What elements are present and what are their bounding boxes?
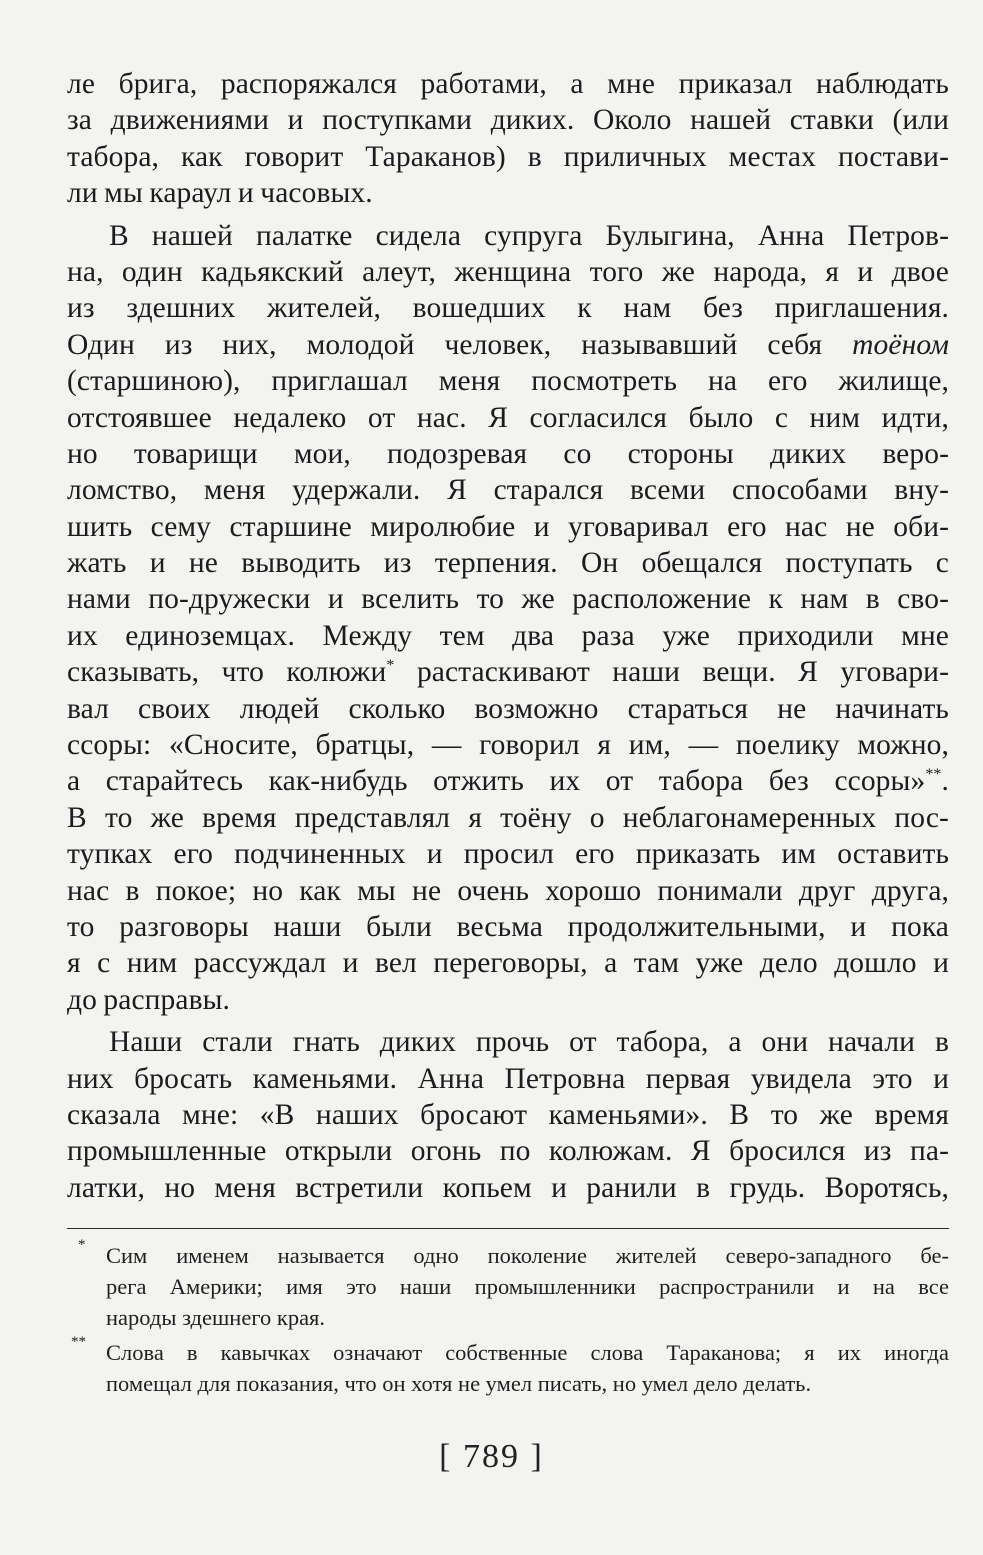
text-line: отстоявшее недалеко от нас. Я согласился было с ним идти, <box>67 401 949 434</box>
text-line: (старшиною), приглашал меня посмотреть на его жилище, <box>67 365 949 398</box>
text-line: из здешних жителей, вошедших к нам без приглашения. <box>67 292 949 325</box>
text-line-with-footnote-mark <box>67 763 949 799</box>
text-fragment: Один из них, молодой человек, называвший себя <box>67 328 823 361</box>
text-fragment: а старайтесь как-нибудь отжить их от табора без ссоры» <box>67 765 926 798</box>
footnote-ref-1[interactable]: * <box>386 657 395 675</box>
text-line: Наши стали гнать диких прочь от табора, а они начали в <box>109 1026 949 1059</box>
footnote-mark: ** <box>71 1334 86 1350</box>
text-line: нами по-дружески и вселить то же расположение к нам в сво- <box>67 583 949 616</box>
text-line: тупках его подчиненных и просил его приказать им оставить <box>67 838 949 871</box>
paragraph-1 <box>67 66 949 212</box>
text-line: ле брига, распоряжался работами, а мне приказал наблюдать <box>67 68 949 100</box>
text-line: них бросать каменьями. Анна Петровна первая увидела это и <box>67 1062 949 1095</box>
text-line: сказала мне: «В наших бросают каменьями». В то же время <box>67 1098 949 1131</box>
footnote-line: народы здешнего края. <box>106 1305 326 1330</box>
footnote-line: Слова в кавычках означают собственные слова Тараканова; я их иногда <box>106 1340 949 1365</box>
text-line: вал своих людей сколько возможно стараться не начинать <box>67 692 949 725</box>
paragraph-2 <box>67 218 949 1019</box>
text-line: промышленные открыли огонь по колюжам. Я бросился из па- <box>67 1135 949 1168</box>
text-line: шить сему старшине миролюбие и уговаривал его нас не оби- <box>67 510 949 543</box>
page-number: [ 789 ] <box>439 1438 544 1475</box>
text-line: ли мы караул и часовых. <box>67 177 373 210</box>
footnote-line: помещал для показания, что он хотя не умел писать, но умел дело делать. <box>106 1371 812 1396</box>
text-fragment: сказывать, что колюжи <box>67 656 387 689</box>
footnote-mark: * <box>78 1237 86 1253</box>
text-line: до расправы. <box>67 983 231 1016</box>
footnote-line: рега Америки; имя это наши промышленники распространили и на все <box>106 1274 949 1299</box>
footnote-2 <box>67 1334 949 1399</box>
text-line: В нашей палатке сидела супруга Булыгина, Анна Петров- <box>109 219 949 252</box>
text-line: то разговоры наши были весьма продолжительными, и пока <box>67 910 949 943</box>
text-line: нас в покое; но как мы не очень хорошо понимали друг друга, <box>67 874 949 907</box>
text-line: я с ним рассуждал и вел переговоры, а там уже дело дошло и <box>67 947 949 980</box>
footnote-line: Сим именем называется одно поколение жителей северо-западного бе- <box>106 1243 949 1268</box>
paragraph-3 <box>67 1024 949 1206</box>
text-line-with-footnote-mark <box>67 654 949 690</box>
text-line: ссоры: «Сносите, братцы, — говорил я им, — поелику можно, <box>67 729 949 762</box>
text-line: но товарищи мои, подозревая со стороны диких веро- <box>67 437 949 470</box>
text-line: их единоземцах. Между тем два раза уже приходили мне <box>67 619 949 652</box>
text-fragment: . <box>941 765 949 798</box>
italic-term-toyon: тоёном <box>852 328 949 361</box>
text-fragment: растаскивают наши вещи. Я уговари- <box>416 656 949 689</box>
text-line: на, один кадьякский алеут, женщина того же народа, я и двое <box>67 255 949 288</box>
footnote-1 <box>67 1237 949 1333</box>
footnote-ref-2[interactable]: ** <box>925 766 942 784</box>
footnotes <box>67 1237 949 1403</box>
text-line: жать и не выводить из терпения. Он обещался поступать с <box>67 547 949 580</box>
footnote-divider <box>67 1228 949 1229</box>
text-line: табора, как говорит Тараканов) в приличных местах постави- <box>67 140 949 173</box>
text-line: латки, но меня встретили копьем и ранили в грудь. Воротясь, <box>67 1171 949 1204</box>
text-line: за движениями и поступками диких. Около нашей ставки (или <box>67 104 949 137</box>
text-line-with-italic <box>67 327 949 363</box>
text-line: ломство, меня удержали. Я старался всеми способами вну- <box>67 474 949 507</box>
text-line: В то же время представлял я тоёну о неблагонамеренных пос- <box>67 801 949 834</box>
main-text <box>67 66 949 1206</box>
